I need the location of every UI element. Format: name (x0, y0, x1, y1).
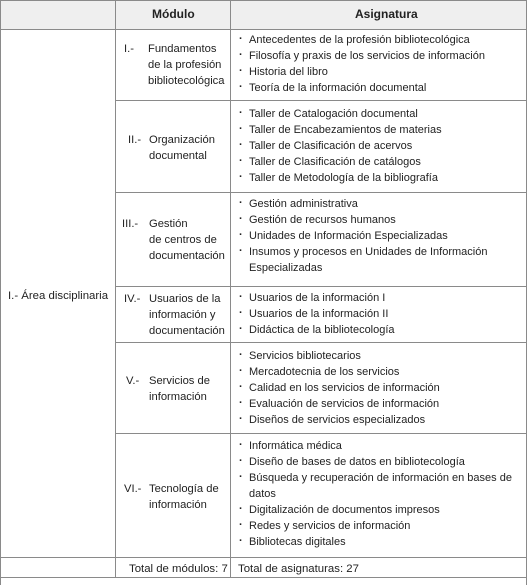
rule (115, 100, 527, 101)
module-number: V.- (126, 375, 140, 387)
module-number: I.- (124, 43, 134, 55)
list-item: · Usuarios de la información II (238, 306, 519, 322)
rule (115, 342, 527, 343)
module-name: Usuarios de la información y documentación (149, 293, 225, 337)
rule (115, 286, 527, 287)
module-name: Fundamentos de la profesión bibliotecológica (148, 43, 225, 87)
table-header (0, 0, 527, 29)
module-number: IV.- (124, 293, 141, 305)
subject-list (238, 438, 519, 550)
total-modules: Total de módulos: 7 (129, 563, 228, 575)
module-number: II.- (128, 134, 142, 146)
list-item: · Redes y servicios de información (238, 518, 519, 534)
list-item: · Bibliotecas digitales (238, 534, 519, 550)
list-item: · Taller de Clasificación de acervos (238, 138, 519, 154)
module-number: III.- (122, 218, 139, 230)
module-name: Gestión de centros de documentación (149, 218, 225, 262)
subject-list (238, 196, 519, 276)
module-name: Tecnología de información (149, 483, 219, 511)
list-item: · Diseños de servicios especializados (238, 412, 519, 428)
list-item: · Mercadotecnia de los servicios (238, 364, 519, 380)
list-item: · Unidades de Información Especializadas (238, 228, 519, 244)
list-item: · Taller de Metodología de la bibliografía (238, 170, 519, 186)
list-item: · Taller de Catalogación documental (238, 106, 519, 122)
subject-list (238, 106, 519, 186)
total-subjects: Total de asignaturas: 27 (238, 563, 359, 575)
module-number: VI.- (124, 483, 142, 495)
rule (0, 0, 1, 585)
header-module: Módulo (152, 7, 195, 21)
list-item: · Evaluación de servicios de información (238, 396, 519, 412)
rule (115, 192, 527, 193)
subject-list (238, 32, 519, 96)
rule (230, 0, 231, 577)
header-subject: Asignatura (355, 7, 418, 21)
list-item: · Usuarios de la información I (238, 290, 519, 306)
rule (115, 0, 116, 577)
list-item: · Informática médica (238, 438, 519, 454)
list-item: · Didáctica de la bibliotecología (238, 322, 519, 338)
list-item: · Taller de Encabezamientos de materias (238, 122, 519, 138)
rule (0, 577, 527, 578)
list-item: · Gestión administrativa (238, 196, 519, 212)
list-item: · Digitalización de documentos impresos (238, 502, 519, 518)
list-item: · Calidad en los servicios de información (238, 380, 519, 396)
rule (0, 557, 527, 558)
list-item: · Taller de Clasificación de catálogos (238, 154, 519, 170)
area-label: I.- Área disciplinaria (8, 290, 109, 302)
list-item: · Filosofía y praxis de los servicios de información (238, 48, 519, 64)
rule (0, 29, 527, 30)
list-item: · Insumos y procesos en Unidades de Información Especializadas (238, 244, 519, 276)
list-item: · Diseño de bases de datos en bibliotecología (238, 454, 519, 470)
rule (0, 0, 527, 1)
list-item: · Gestión de recursos humanos (238, 212, 519, 228)
list-item: · Búsqueda y recuperación de información en bases de datos (238, 470, 519, 502)
subject-list (238, 348, 519, 428)
list-item: · Servicios bibliotecarios (238, 348, 519, 364)
rule (115, 433, 527, 434)
module-name: Servicios de información (149, 375, 210, 403)
list-item: · Antecedentes de la profesión bibliotecológica (238, 32, 519, 48)
list-item: · Historia del libro (238, 64, 519, 80)
list-item: · Teoría de la información documental (238, 80, 519, 96)
subject-list (238, 290, 519, 338)
module-name: Organización documental (149, 134, 215, 162)
